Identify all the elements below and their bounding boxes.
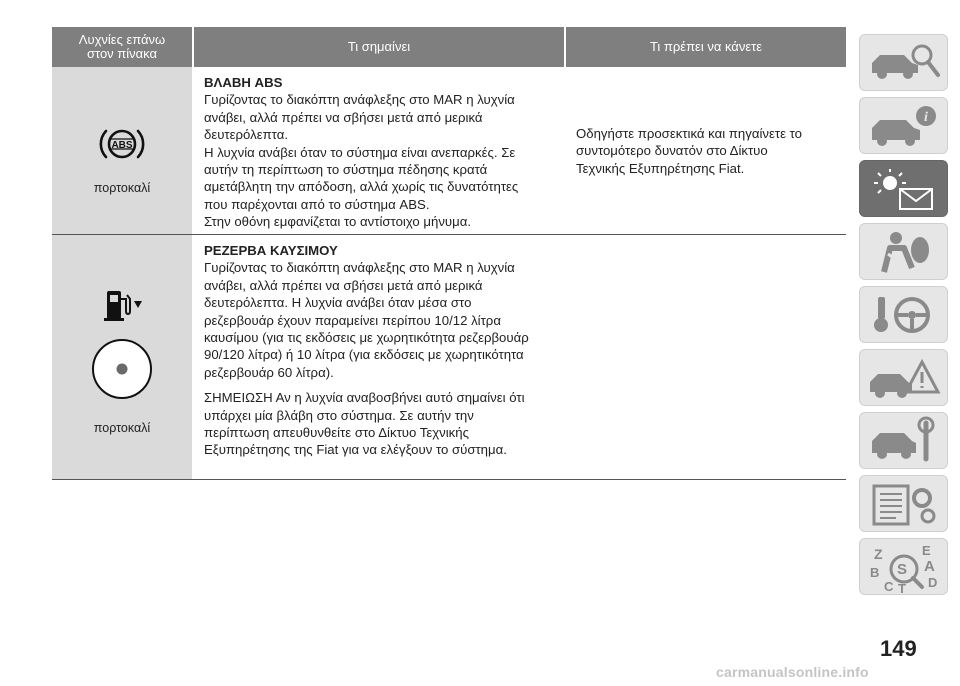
table-row-fuel-reserve bbox=[52, 235, 846, 480]
watermark: carmanualsonline.info bbox=[716, 664, 869, 680]
svg-text:ABS: ABS bbox=[111, 140, 133, 151]
index-letter: D bbox=[928, 575, 938, 590]
fuel-pump-icon bbox=[101, 287, 143, 323]
meaning-line: Γυρίζοντας το διακόπτη ανάφλεξης στο MAR η λυχνία bbox=[204, 260, 515, 276]
car-search-icon bbox=[860, 35, 948, 91]
header-action: Τι πρέπει να κάνετε bbox=[564, 27, 846, 67]
meaning-line: αμετάβλητη την απόδοση, αλλά χωρίς τις δυνατότητες bbox=[204, 179, 519, 195]
meaning-line: που παρέχονται από το σύστημα ABS. bbox=[204, 196, 430, 212]
action-line: Οδηγήστε προσεκτικά και πηγαίνετε το bbox=[576, 126, 802, 141]
action-line: συντομότερο δυνατόν στο Δίκτυο bbox=[576, 143, 768, 159]
tab-knowing-the-car[interactable] bbox=[859, 34, 948, 91]
note-line: Εξυπηρέτησης της Fiat για να ελέγξουν το σύστημα. bbox=[204, 442, 507, 458]
tab-servicing-maintenance[interactable] bbox=[859, 412, 948, 469]
warning-lights-table bbox=[52, 27, 846, 480]
tab-starting-driving[interactable] bbox=[859, 286, 948, 343]
lamp-cell bbox=[52, 67, 192, 234]
lamp-color-label: πορτοκαλί bbox=[93, 181, 151, 195]
tab-safety[interactable] bbox=[859, 223, 948, 280]
abs-warning-icon bbox=[98, 122, 146, 166]
meaning-line: ανάβει, αλλά πρέπει να σβήσει μετά από μερικά bbox=[204, 277, 483, 293]
car-emergency-icon bbox=[860, 350, 948, 406]
page-number: 149 bbox=[880, 636, 917, 661]
car-maintenance-icon bbox=[860, 413, 948, 469]
meaning-line: ρεζερβουάρ 60 λίτρα). bbox=[204, 364, 334, 380]
technical-data-icon bbox=[860, 476, 948, 532]
meaning-line: ανάβει, αλλά πρέπει να σβήσει μετά από μερικά bbox=[204, 109, 483, 125]
index-letter: C bbox=[884, 579, 894, 594]
note-line: ΣΗΜΕΙΩΣΗ Αν η λυχνία αναβοσβήνει αυτό σημαίνει ότι bbox=[204, 390, 525, 406]
car-info-icon bbox=[860, 98, 948, 154]
index-letter: B bbox=[870, 565, 880, 580]
meaning-line: αυτήν τη περίπτωση το σύστημα πέδησης κρατά bbox=[204, 162, 488, 178]
action-cell bbox=[564, 67, 846, 234]
header-lamps bbox=[52, 27, 192, 67]
lamp-cell bbox=[52, 235, 192, 479]
index-letter: E bbox=[922, 543, 931, 558]
indicator-dot-icon bbox=[91, 338, 153, 400]
meaning-line: 90/120 λίτρα) ή 10 λίτρα (για εκδόσεις με χωρητικότητα bbox=[204, 347, 524, 363]
table-row-abs bbox=[52, 67, 846, 235]
index-letter: Z bbox=[874, 546, 883, 562]
tab-warning-lights[interactable] bbox=[859, 160, 948, 217]
row-title: ΒΛΑΒΗ ABS bbox=[204, 75, 283, 90]
meaning-line: δευτερόλεπτα. Η λυχνία ανάβει όταν μέσα στο bbox=[204, 295, 472, 311]
meaning-cell bbox=[192, 235, 564, 479]
section-sidebar bbox=[859, 34, 948, 601]
meaning-line: δευτερόλεπτα. bbox=[204, 127, 288, 143]
key-steering-wheel-icon bbox=[860, 287, 948, 343]
header-meaning: Τι σημαίνει bbox=[192, 27, 564, 67]
header-lamps-label: Λυχνίες επάνω στον πίνακα bbox=[78, 32, 166, 61]
note-line: υπάρχει μία βλάβη στο σύστημα. Σε αυτήν την bbox=[204, 407, 474, 423]
index-letter: T bbox=[898, 581, 906, 596]
action-cell bbox=[564, 235, 846, 479]
meaning-line: Στην οθόνη εμφανίζεται το αντίστοιχο μήνυμα. bbox=[204, 214, 472, 230]
table-header bbox=[52, 27, 846, 67]
tab-alphabetical-index[interactable] bbox=[859, 538, 948, 595]
meaning-cell bbox=[192, 67, 564, 234]
meaning-line: Η λυχνία ανάβει όταν το σύστημα είναι ανεπαρκές. Σε bbox=[204, 144, 516, 160]
action-line: Τεχνικής Εξυπηρέτησης Fiat. bbox=[576, 160, 745, 176]
meaning-line: ρεζερβουάρ έχουν παραμείνει περίπου 10/12 λίτρα bbox=[204, 312, 501, 328]
svg-text:i: i bbox=[924, 110, 928, 125]
alphabetical-index-icon bbox=[860, 539, 948, 595]
index-letter: S bbox=[897, 561, 908, 578]
tab-car-info[interactable] bbox=[859, 97, 948, 154]
row-title: ΡΕΖΕΡΒΑ ΚΑΥΣΙΜΟΥ bbox=[204, 243, 338, 258]
lamp-color-label: πορτοκαλί bbox=[93, 421, 151, 435]
warning-light-message-icon bbox=[860, 161, 948, 217]
meaning-line: καυσίμου (για τις εκδόσεις με χωρητικότητα ρεζερβουάρ bbox=[204, 330, 529, 346]
airbag-safety-icon bbox=[860, 224, 948, 280]
index-letter: A bbox=[924, 558, 935, 575]
tab-technical-specifications[interactable] bbox=[859, 475, 948, 532]
meaning-line: Γυρίζοντας το διακόπτη ανάφλεξης στο MAR η λυχνία bbox=[204, 92, 515, 108]
tab-in-an-emergency[interactable] bbox=[859, 349, 948, 406]
note-line: περίπτωση απευθυνθείτε στο Δίκτυο Τεχνικής bbox=[204, 425, 469, 441]
